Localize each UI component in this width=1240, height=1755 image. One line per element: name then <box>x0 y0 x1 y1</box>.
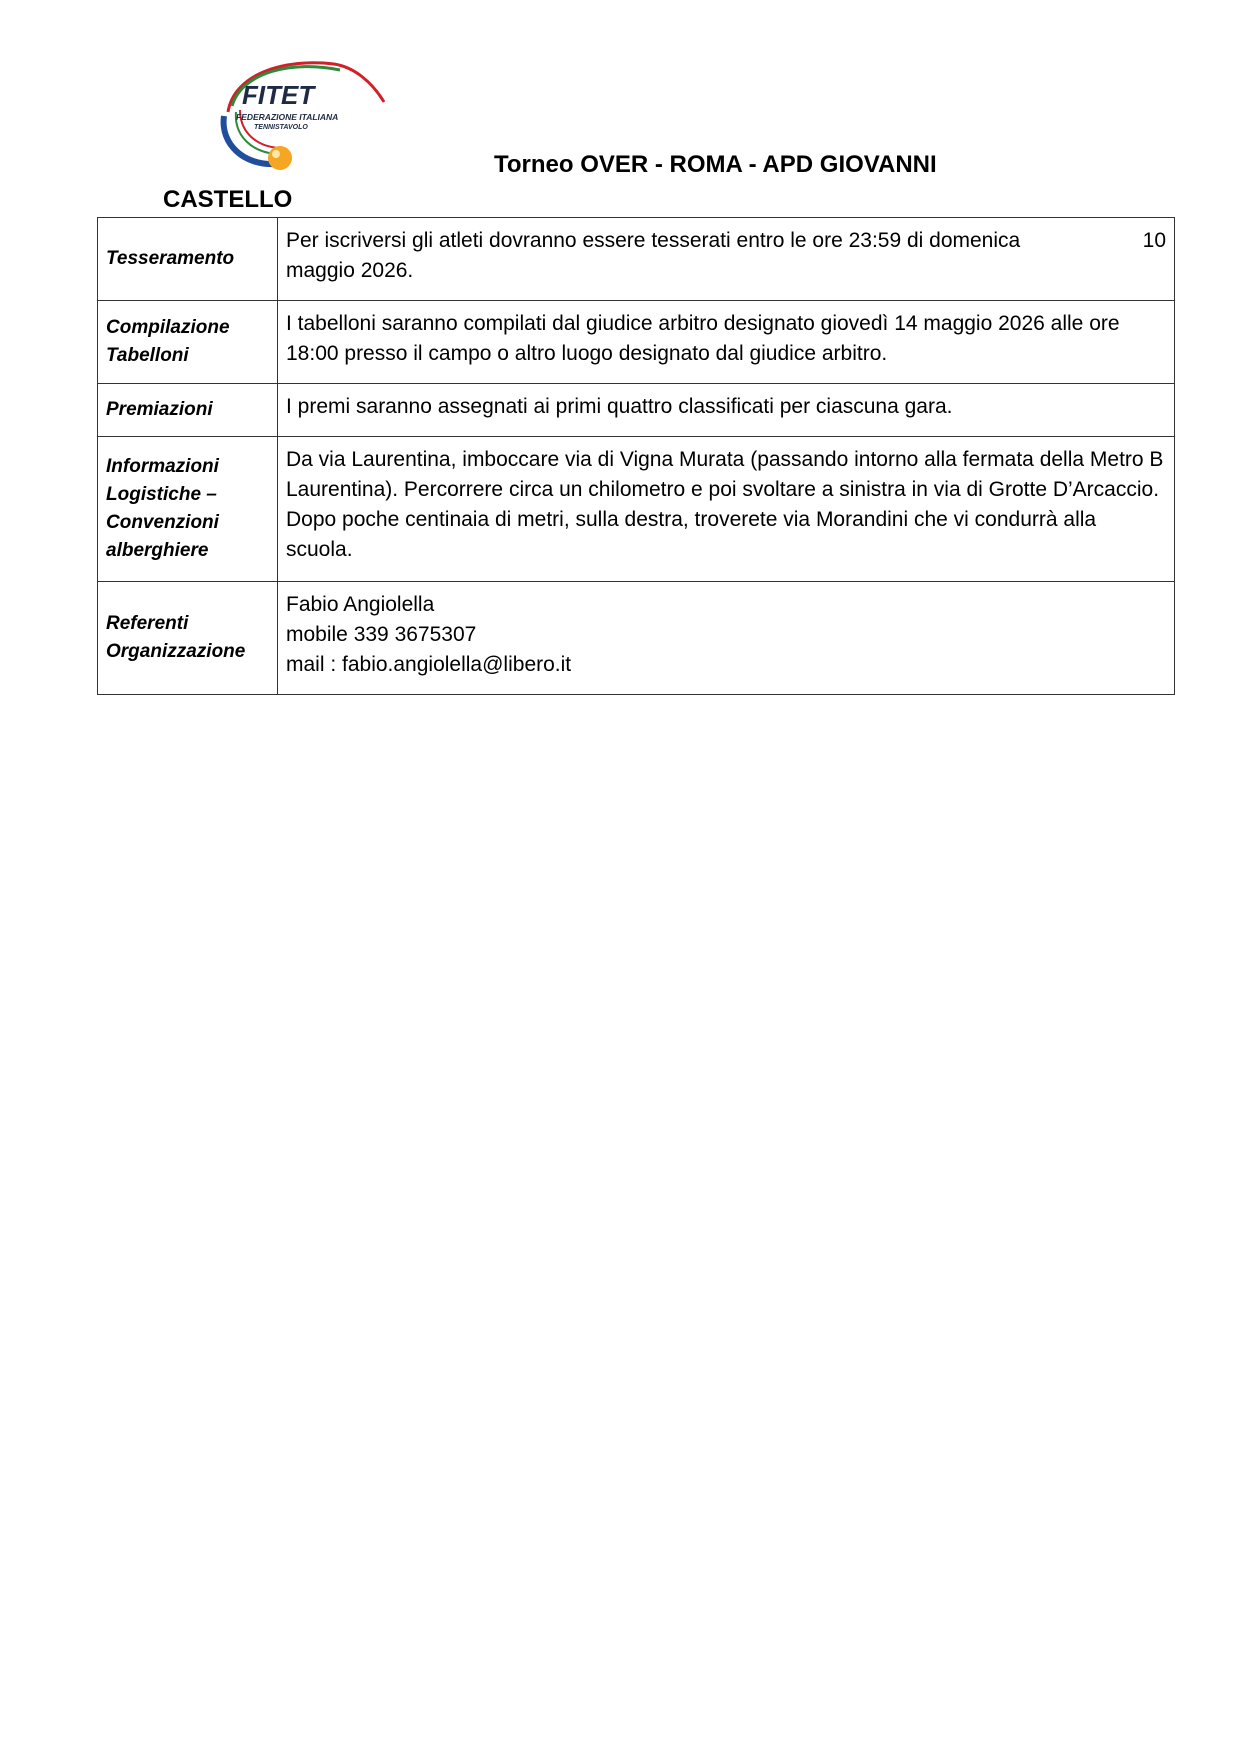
row-value-text: Per iscriversi gli atleti dovranno essere tesserati entro le ore 23:59 di domenica <box>286 229 1021 252</box>
row-value <box>278 582 1175 695</box>
row-label <box>98 218 278 301</box>
row-value: Da via Laurentina, imboccare via di Vigna Murata (passando intorno alla fermata della Metro B Laurentina). Percorrere circa un chilometro e poi svoltare a sinistra in via di Grotte D’Arcaccio. Dopo poche centinaia di metri, sulla destra, troverete via Morandini che vi condurrà alla scuola. <box>278 437 1175 582</box>
logo-sub-text-2: TENNISTAVOLO <box>254 124 308 131</box>
row-label-text: Premiazioni <box>106 399 213 420</box>
table-row-tesseramento <box>98 218 1175 301</box>
contact-email: mail : fabio.angiolella@libero.it <box>286 653 572 676</box>
row-value: I premi saranno assegnati ai primi quattro classificati per ciascuna gara. <box>278 384 1175 437</box>
contact-name: Fabio Angiolella <box>286 593 435 616</box>
fitet-logo-icon <box>214 54 390 174</box>
tournament-info-table <box>97 217 1175 695</box>
fitet-logo <box>214 54 390 174</box>
row-label-text: Compilazione <box>106 317 230 338</box>
row-label-text: Organizzazione <box>106 641 246 662</box>
page-title: Torneo OVER - ROMA - APD GIOVANNI <box>494 151 937 178</box>
row-label <box>98 384 278 437</box>
row-label-text: Logistiche – <box>106 484 217 505</box>
row-label <box>98 437 278 582</box>
logo-sub-text-1: FEDERAZIONE ITALIANA <box>236 112 339 122</box>
logo-main-text: FITET <box>242 80 315 110</box>
table-row-compilazione <box>98 301 1175 384</box>
row-value-text: maggio 2026. <box>286 259 414 282</box>
row-label-text: alberghiere <box>106 540 209 561</box>
table-row-referenti <box>98 582 1175 695</box>
row-value-line <box>286 226 1166 256</box>
row-label-text: Tabelloni <box>106 345 189 366</box>
row-label-text: Referenti <box>106 613 189 634</box>
row-value <box>278 218 1175 301</box>
contact-phone: mobile 339 3675307 <box>286 623 477 646</box>
row-value-number: 10 <box>1142 229 1166 252</box>
row-label <box>98 582 278 695</box>
row-label <box>98 301 278 384</box>
row-label-text: Informazioni <box>106 456 219 477</box>
table-row-informazioni <box>98 437 1175 582</box>
table-row-premiazioni <box>98 384 1175 437</box>
row-value: I tabelloni saranno compilati dal giudice arbitro designato giovedì 14 maggio 2026 alle ore 18:00 presso il campo o altro luogo designato dal giudice arbitro. <box>278 301 1175 384</box>
row-label-text: Convenzioni <box>106 512 219 533</box>
page-title-continuation: CASTELLO <box>163 186 293 213</box>
row-label-text: Tesseramento <box>106 248 235 269</box>
